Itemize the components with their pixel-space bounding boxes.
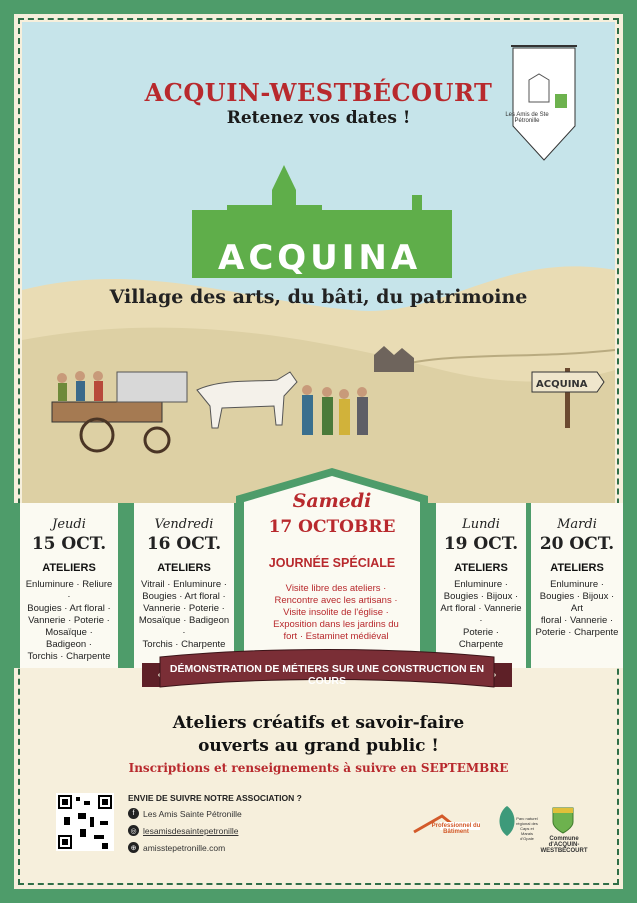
commune-shield-icon: [551, 806, 575, 834]
activity-line: Vannerie · Poterie ·: [28, 615, 110, 626]
partner-logo-batiment-text: Professionnel du Bâtiment: [431, 823, 481, 835]
day-card-mardi: [528, 503, 626, 668]
follow-heading: ENVIE DE SUIVRE NOTRE ASSOCIATION ?: [128, 793, 302, 803]
headline-line-1: Ateliers créatifs et savoir-faire: [172, 713, 465, 733]
activity-line: Poterie · Charpente: [458, 627, 504, 650]
event-title: ACQUINA: [218, 238, 422, 278]
subtitle: Retenez vos dates !: [226, 108, 411, 128]
landscape-illustration: [22, 150, 615, 505]
headline-line-2: ouverts au grand public !: [198, 736, 439, 756]
facebook-link[interactable]: [128, 808, 242, 819]
special-activities: [234, 583, 438, 643]
activity-line: Vannerie · Poterie ·: [143, 603, 225, 614]
activity-line: Mosaïque · Badigeon ·: [45, 627, 93, 650]
day-card-jeudi: [17, 503, 121, 668]
ateliers-heading: ATELIERS: [157, 562, 211, 574]
activity-line: Visite insolite de l'église ·: [283, 607, 389, 618]
activity-line: Bougies · Bijoux ·: [443, 591, 519, 602]
day-name: Jeudi: [52, 517, 86, 532]
partner-logo-parc-text: Parc naturel régional des Caps et Marais d'Opale: [516, 816, 538, 841]
special-day-date: 17 OCTOBRE: [268, 517, 396, 537]
ateliers-heading: ATELIERS: [550, 562, 604, 574]
day-name: Mardi: [557, 517, 597, 532]
activity-line: Bougies · Art floral ·: [142, 591, 226, 602]
signpost-text: ACQUINA: [536, 379, 588, 390]
website-label: amisstepetronille.com: [143, 842, 226, 853]
ateliers-heading: ATELIERS: [454, 562, 508, 574]
activity-line: Exposition dans les jardins du: [273, 619, 399, 630]
qr-code[interactable]: [56, 793, 114, 851]
facebook-label: Les Amis Sainte Pétronille: [143, 808, 242, 819]
bottom-headline: [0, 712, 637, 758]
day-date: 16 OCT.: [146, 534, 222, 554]
activity-line: Art floral · Vannerie ·: [440, 603, 522, 626]
website-link[interactable]: [128, 842, 225, 853]
town-name: ACQUIN-WESTBÉCOURT: [144, 78, 493, 107]
instagram-icon: ◎: [128, 825, 139, 836]
activity-line: Bougies · Art floral ·: [27, 603, 111, 614]
activity-line: Poterie · Charpente: [535, 627, 619, 638]
activity-line: Enluminure · Reliure ·: [25, 579, 113, 602]
day-date: 20 OCT.: [539, 534, 615, 554]
event-tagline: Village des arts, du bâti, du patrimoine: [109, 286, 528, 308]
instagram-link[interactable]: [128, 825, 238, 836]
activity-line: Torchis · Charpente: [142, 639, 226, 650]
special-day-name: Samedi: [292, 490, 372, 512]
activity-line: Visite libre des ateliers ·: [285, 583, 387, 594]
ateliers-heading: ATELIERS: [42, 562, 96, 574]
activity-line: Rencontre avec les artisans ·: [274, 595, 398, 606]
activity-line: Vitrail · Enluminure ·: [141, 579, 227, 590]
facebook-icon: f: [128, 808, 139, 819]
activity-line: floral · Vannerie ·: [540, 615, 614, 626]
activity-line: Bougies · Bijoux · Art: [539, 591, 615, 614]
day-date: 15 OCT.: [31, 534, 107, 554]
banner-text: Les Amis de Ste Pétronille: [505, 112, 549, 124]
activity-line: Mosaïque · Badigeon ·: [138, 615, 230, 638]
activity-line: Enluminure ·: [550, 579, 604, 590]
globe-icon: ⊕: [128, 842, 139, 853]
inscriptions-note: Inscriptions et renseignements à suivre en SEPTEMBRE: [128, 761, 509, 775]
activity-line: fort · Estaminet médiéval: [283, 631, 389, 642]
commune-logo-text: Commune d'ACQUIN-WESTBÉCOURT: [540, 836, 588, 854]
day-name: Vendredi: [154, 517, 214, 532]
day-date: 19 OCT.: [443, 534, 519, 554]
special-day-heading: JOURNÉE SPÉCIALE: [268, 556, 396, 570]
ribbon-text: DÉMONSTRATION DE MÉTIERS SUR UNE CONSTRUCTION EN COURS: [169, 663, 485, 687]
activity-line: Torchis · Charpente: [27, 651, 111, 662]
instagram-label: lesamisdesaintepetronille: [143, 825, 239, 836]
day-name: Lundi: [462, 517, 500, 532]
activity-line: Enluminure ·: [454, 579, 508, 590]
association-banner: [511, 44, 577, 162]
